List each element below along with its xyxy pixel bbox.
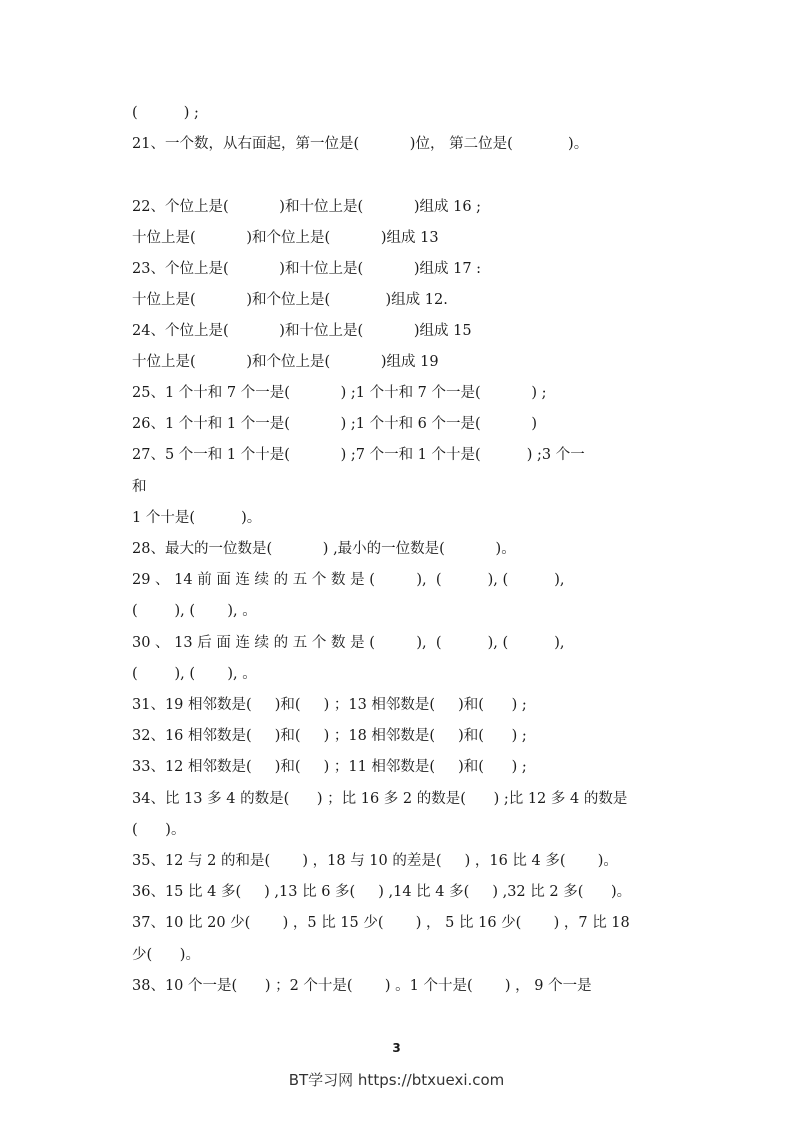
question-line: 38、10 个一是( ) ；2 个十是( ) 。1 个十是( ) ， 9 个一是 [132, 978, 592, 994]
question-line: 十位上是( )和个位上是( )组成 13 [132, 230, 439, 246]
question-line: 21、一个数，从右面起，第一位是( )位， 第二位是( )。 [132, 136, 589, 152]
footer-watermark: BT学习网 https://btxuexi.com [288, 1071, 505, 1089]
question-line: 1 个十是( )。 [132, 510, 262, 526]
question-line: ( ), ( ), 。 [132, 666, 257, 682]
question-line: 22、个位上是( )和十位上是( )组成 16 ; [132, 199, 482, 215]
question-line: 36、15 比 4 多( ) ,13 比 6 多( ) ,14 比 4 多( ) ,32 比 2 多( )。 [132, 884, 632, 900]
question-line: 37、10 比 20 少( ) ，5 比 15 少( ) ， 5 比 16 少( ) ，7 比 18 [132, 915, 630, 931]
question-line: 24、个位上是( )和十位上是( )组成 15 [132, 323, 472, 339]
question-line: 少( )。 [132, 947, 200, 963]
question-line: 27、5 个一和 1 个十是( ) ;7 个一和 1 个十是( ) ;3 个一 [132, 447, 585, 463]
question-line: 26、1 个十和 1 个一是( ) ;1 个十和 6 个一是( ) [132, 416, 538, 432]
question-line: 十位上是( )和个位上是( )组成 12. [132, 292, 448, 308]
question-line: 28、最大的一位数是( ) ,最小的一位数是( )。 [132, 541, 516, 557]
question-line: 30 、 13 后 面 连 续 的 五 个 数 是 ( ), ( ), ( ), [132, 635, 565, 651]
question-line: 29 、 14 前 面 连 续 的 五 个 数 是 ( ), ( ), ( ), [132, 572, 565, 588]
question-line: 33、12 相邻数是( )和( ) ；11 相邻数是( )和( ) ; [132, 759, 527, 775]
question-line: ( ) ; [132, 105, 199, 121]
question-line: 35、12 与 2 的和是( ) ，18 与 10 的差是( ) ，16 比 4 多( )。 [132, 853, 618, 869]
question-line: 十位上是( )和个位上是( )组成 19 [132, 354, 439, 370]
question-line: 31、19 相邻数是( )和( ) ；13 相邻数是( )和( ) ; [132, 697, 527, 713]
question-line: 和 [132, 479, 147, 495]
question-line: 25、1 个十和 7 个一是( ) ;1 个十和 7 个一是( ) ; [132, 385, 547, 401]
question-line: 34、比 13 多 4 的数是( ) ；比 16 多 2 的数是( ) ;比 12 多 4 的数是 [132, 791, 628, 807]
page-number: 3 [392, 1041, 401, 1055]
question-line: 23、个位上是( )和十位上是( )组成 17 : [132, 261, 482, 277]
question-line: 32、16 相邻数是( )和( ) ；18 相邻数是( )和( ) ; [132, 728, 527, 744]
question-line: ( )。 [132, 822, 186, 838]
question-line: ( ), ( ), 。 [132, 603, 257, 619]
